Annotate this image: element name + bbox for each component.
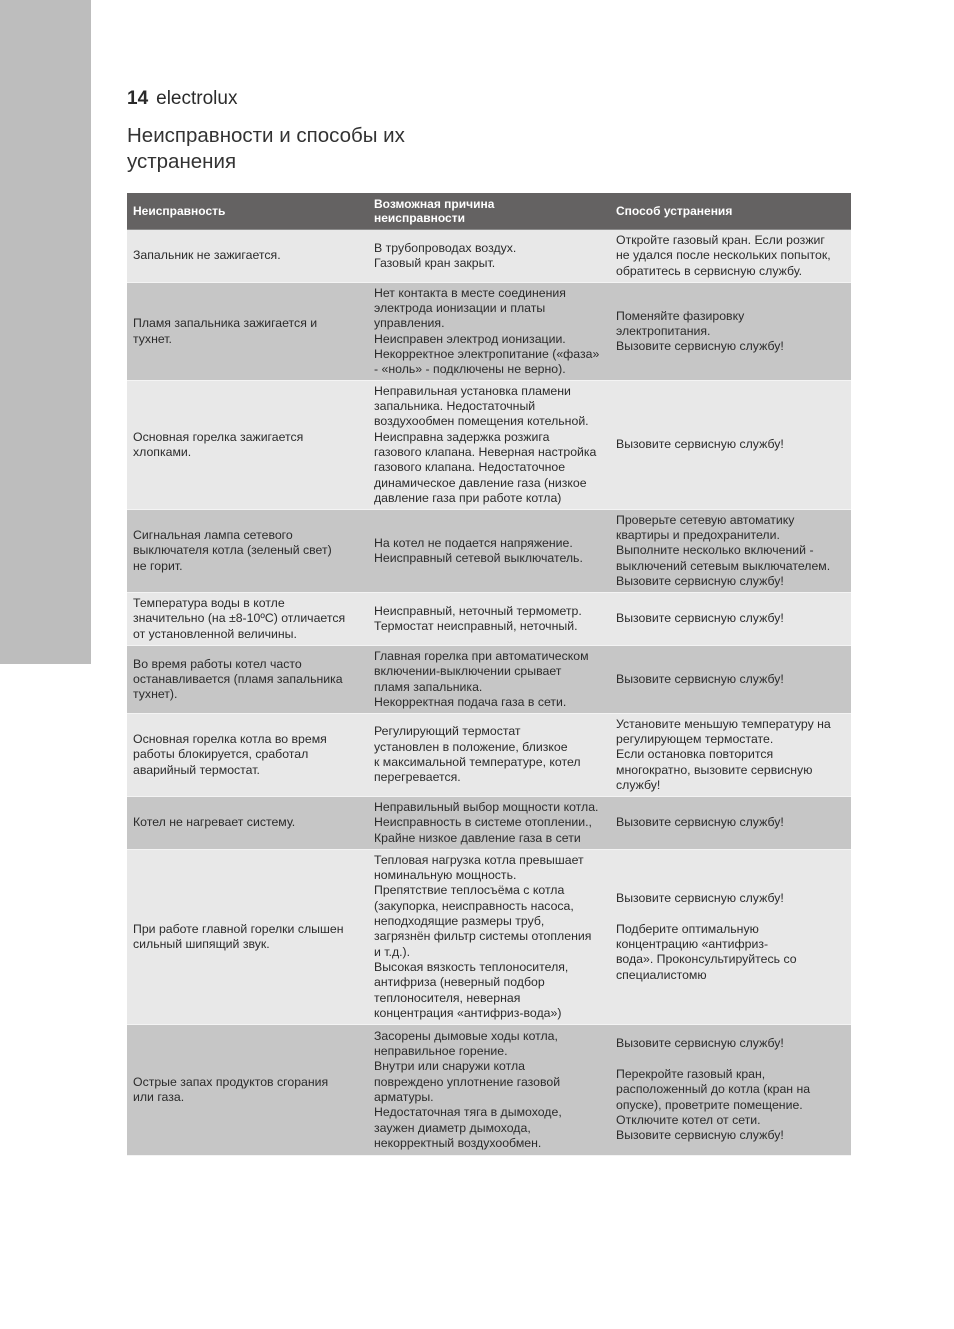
fault-cell: При работе главной горелки слышен сильный шипящий звук. bbox=[133, 921, 344, 951]
remedy-cell: Поменяйте фазировку электропитания. Вызовите сервисную службу! bbox=[616, 308, 784, 354]
fault-cell: Во время работы котел часто останавливается (пламя запальника тухнет). bbox=[133, 656, 343, 702]
remedy-cell: Вызовите сервисную службу! Подберите оптимальную концентрацию «антифриз- вода». Проконсультируйтесь со специалистомю bbox=[616, 891, 797, 982]
fault-cell: Котел не нагревает систему. bbox=[133, 815, 296, 830]
table-header bbox=[127, 193, 851, 230]
fault-cell: Запальник не зажигается. bbox=[133, 248, 281, 263]
header-cause: Возможная причина неисправности bbox=[374, 197, 495, 225]
remedy-cell: Вызовите сервисную службу! Перекройте газовый кран, расположенный до котла (кран на опуске), проветрите помещение. Отключите котел от сети. Вызовите сервисную службу! bbox=[616, 1036, 811, 1143]
table-row bbox=[127, 283, 851, 381]
remedy-cell: Вызовите сервисную службу! bbox=[616, 611, 784, 626]
fault-cell: Основная горелка котла во время работы блокируется, сработал аварийный термостат. bbox=[133, 732, 327, 777]
page-header bbox=[127, 88, 237, 110]
header-fault: Неисправность bbox=[133, 204, 226, 218]
remedy-cell: Установите меньшую температуру на регулирующем термостате. Если остановка повторится многократно, вызовите сервисную службу! bbox=[616, 716, 831, 792]
fault-cell: Температура воды в котле значительно (на ±8-10ºC) отличается от установленной величины. bbox=[133, 596, 346, 641]
header-remedy: Способ устранения bbox=[616, 204, 733, 218]
fault-cell: Основная горелка зажигается хлопками. bbox=[133, 429, 304, 459]
fault-cell: Пламя запальника зажигается и тухнет. bbox=[133, 316, 318, 346]
table-row bbox=[127, 593, 851, 646]
table-row bbox=[127, 850, 851, 1025]
side-strip bbox=[0, 0, 91, 664]
table-row bbox=[127, 797, 851, 850]
remedy-cell: Откройте газовый кран. Если розжиг не удался после нескольких попыток, обратитесь в сервисную службу. bbox=[616, 233, 831, 278]
cause-cell: Неправильная установка пламени запальника. Недостаточный воздухообмен помещения котельной. Неисправна задержка розжига газового клапана. Неверная настройка газового клапана. Недостаточное динамическое давление газа (низкое давление газа при работе котла) bbox=[374, 383, 597, 505]
table-row bbox=[127, 510, 851, 593]
fault-cell: Сигнальная лампа сетевого выключателя котла (зеленый свет) не горит. bbox=[133, 528, 332, 573]
remedy-cell: Вызовите сервисную службу! bbox=[616, 815, 784, 830]
page-title: Неисправности и способы их устранения bbox=[127, 124, 405, 173]
cause-cell: Засорены дымовые ходы котла, неправильное горение. Внутри или снаружи котла повреждено уплотнение газовой арматуры. Недостаточная тяга в дымоходе, заужен диаметр дымохода, некорректный воздухообмен. bbox=[374, 1028, 562, 1150]
cause-cell: Главная горелка при автоматическом включении-выключении срывает пламя запальника. Некорректная подача газа в сети. bbox=[374, 648, 589, 709]
fault-cell: Острые запах продуктов сгорания или газа. bbox=[133, 1074, 329, 1104]
cause-cell: В трубопроводах воздух. Газовый кран закрыт. bbox=[374, 240, 517, 270]
table-row bbox=[127, 1025, 851, 1156]
table-row bbox=[127, 646, 851, 714]
cause-cell: Неисправный, неточный термометр. Термостат неисправный, неточный. bbox=[374, 603, 582, 633]
brand-name: electrolux bbox=[156, 88, 238, 109]
remedy-cell: Проверьте сетевую автоматику квартиры и предохранители. Выполните несколько включений - выключений сетевым выключателем. Вызовите сервисную службу! bbox=[616, 512, 831, 588]
remedy-cell: Вызовите сервисную службу! bbox=[616, 437, 784, 452]
cause-cell: Нет контакта в месте соединения электрода ионизации и платы управления. Неисправен электрод ионизации. Некорректное электропитание («фаза» - «ноль» - подключены не верно). bbox=[374, 285, 600, 377]
cause-cell: Тепловая нагрузка котла превышает номинальную мощность. Препятствие теплосъёма с котла (закупорка, неисправность насоса, неподходящие размеры труб, загрязнён фильтр системы отопления и т.д.). Высокая вязкость теплоносителя, антифриза (неверный подбор теплоносителя, неверная концентрация «антифриз-вода») bbox=[374, 852, 592, 1020]
cause-cell: На котел не подается напряжение. Неисправный сетевой выключатель. bbox=[374, 535, 583, 565]
table-row bbox=[127, 381, 851, 510]
table-row bbox=[127, 714, 851, 797]
cause-cell: Неправильный выбор мощности котла. Неисправность в системе отоплении., Крайне низкое давление газа в сети bbox=[374, 800, 599, 845]
page-number: 14 bbox=[127, 88, 149, 109]
troubleshooting-table bbox=[127, 193, 851, 1156]
cause-cell: Регулирующий термостат установлен в положение, близкое к максимальной температуре, котел перегревается. bbox=[374, 724, 581, 785]
remedy-cell: Вызовите сервисную службу! bbox=[616, 671, 784, 686]
table-row bbox=[127, 230, 851, 283]
